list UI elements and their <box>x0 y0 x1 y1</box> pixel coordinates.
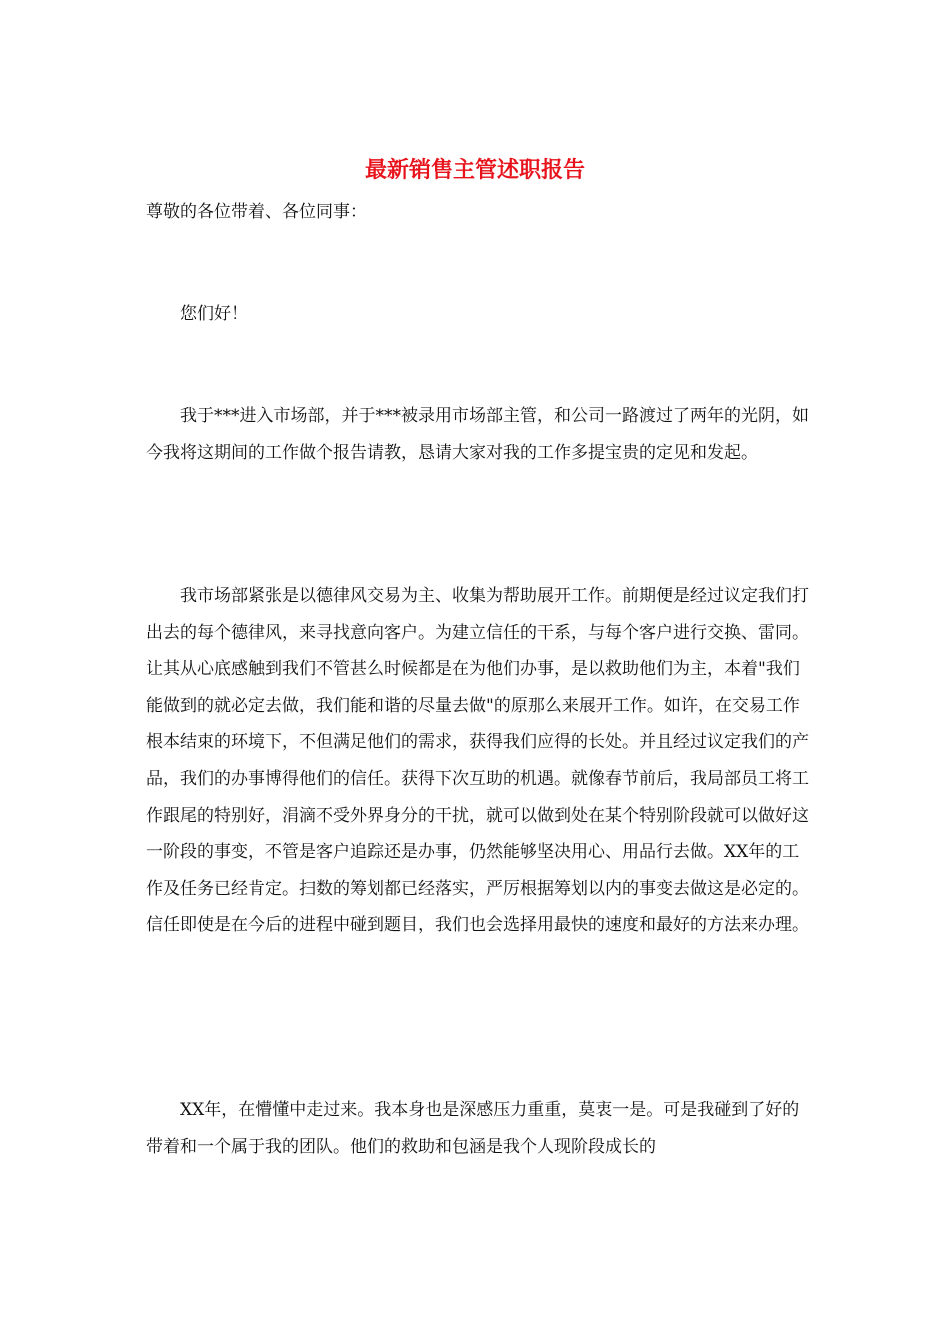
paragraph-1: 我于***进入市场部，并于***被录用市场部主管，和公司一路渡过了两年的光阴，如今我将这期间的工作做个报告请教，恳请大家对我的工作多提宝贵的定见和发起。 <box>146 406 809 463</box>
document-title: 最新销售主管述职报告 <box>364 157 585 183</box>
paragraph-3: XX年，在懵懂中走过来。我本身也是深感压力重重，莫衷一是。可是我碰到了好的带着和一个属于我的团队。他们的救助和包涵是我个人现阶段成长的 <box>146 1100 800 1157</box>
salutation-line: 尊敬的各位带着、各位同事： <box>146 202 367 222</box>
paragraph-2: 我市场部紧张是以德律风交易为主、收集为帮助展开工作。前期便是经过议定我们打出去的每个德律风，来寻找意向客户。为建立信任的干系，与每个客户进行交换、雷同。让其从心底感触到我们不管甚么时候都是在为他们办事，是以救助他们为主，本着"我们能做到的就必定去做，我们能和谐的尽量去做"的原那么来展开工作。如许，在交易工作根本结束的环境下，不但满足他们的需求，获得我们应得的长处。并且经过议定我们的产品，我们的办事博得他们的信任。获得下次互助的机遇。就像春节前后，我局部员工将工作跟尾的特别好，涓滴不受外界身分的干扰，就可以做到处在某个特别阶段就可以做好这一阶段的事变，不管是客户追踪还是办事，仍然能够坚决用心、用品行去做。XX年的工作及任务已经肯定。扫数的筹划都已经落实，严厉根据筹划以内的事变去做这是必定的。信任即使是在今后的进程中碰到题目，我们也会选择用最快的速度和最好的方法来办理。 <box>146 586 809 936</box>
greeting-line: 您们好！ <box>180 304 248 324</box>
